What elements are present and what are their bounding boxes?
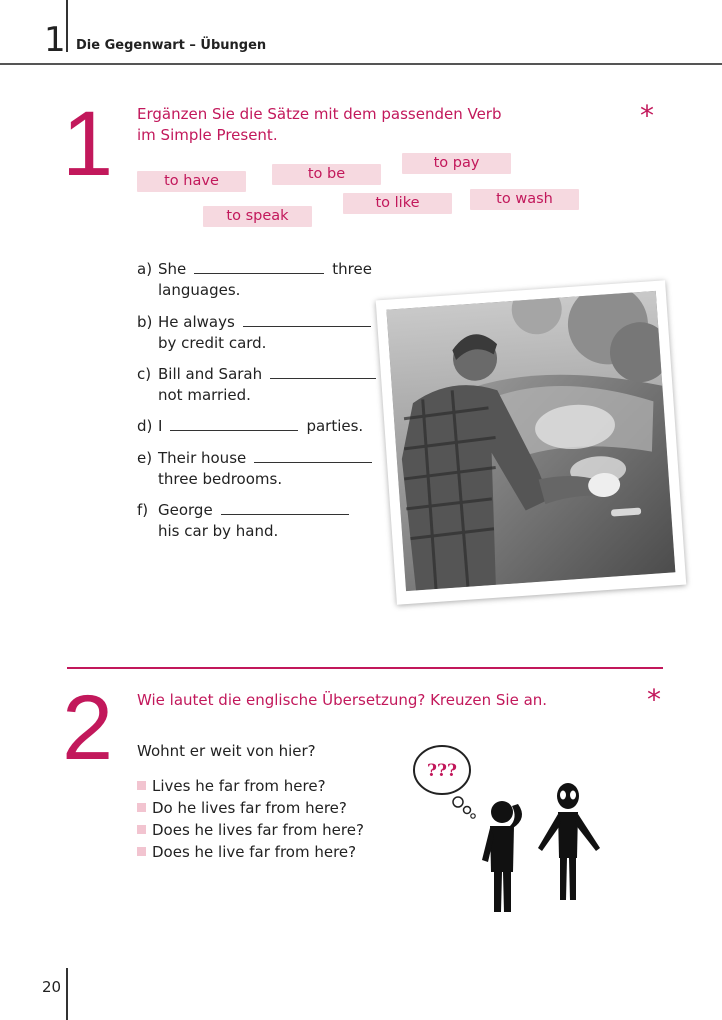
exercise-1-instruction-line2: im Simple Present. [137, 126, 278, 144]
exercise-2-question: Wohnt er weit von hier? [137, 742, 316, 760]
checkbox[interactable] [137, 847, 146, 856]
answer-blank[interactable] [221, 500, 349, 515]
chapter-title: Die Gegenwart – Übungen [76, 38, 267, 53]
answer-blank[interactable] [254, 448, 372, 463]
option-label: Does he live far from here? [152, 843, 357, 861]
answer-blank[interactable] [270, 364, 376, 379]
exercise-item-a [137, 259, 377, 303]
exercise-1-difficulty-star: * [640, 99, 654, 132]
answer-option[interactable] [137, 841, 387, 863]
answer-option[interactable] [137, 797, 387, 819]
footer-divider [66, 968, 68, 1020]
item-letter: f) [137, 501, 149, 519]
photo-illustration [386, 291, 675, 591]
item-text-pre: George [158, 501, 213, 519]
item-text-pre: I [158, 417, 163, 435]
answer-option[interactable] [137, 819, 387, 841]
exercise-item-c [137, 364, 377, 408]
answer-blank[interactable] [243, 312, 371, 327]
exercise-2-number: 2 [62, 677, 114, 779]
item-text-pre: She [158, 260, 187, 278]
stick-figures-icon [410, 740, 610, 920]
checkbox[interactable] [137, 781, 146, 790]
word-chip[interactable]: to have [137, 171, 246, 192]
item-letter: e) [137, 449, 153, 467]
exercise-2-instruction: Wie lautet die englische Übersetzung? Kreuzen Sie an. [137, 691, 548, 709]
chapter-divider [66, 0, 68, 52]
option-label: Lives he far from here? [152, 777, 326, 795]
item-text-pre: Bill and Sarah [158, 365, 263, 383]
word-chip[interactable]: to wash [470, 189, 579, 210]
item-letter: b) [137, 313, 153, 331]
item-text-pre: Their house [158, 449, 247, 467]
photo-frame [376, 280, 687, 604]
answer-blank[interactable] [194, 259, 324, 274]
exercise-1-instruction [137, 104, 502, 146]
section-divider [67, 667, 663, 669]
chapter-number: 1 [44, 20, 66, 60]
item-letter: d) [137, 417, 153, 435]
word-chip[interactable]: to like [343, 193, 452, 214]
item-text-line2: by credit card. [158, 334, 267, 352]
man-washing-car-photo [386, 291, 675, 591]
word-chip[interactable]: to be [272, 164, 381, 185]
option-label: Does he lives far from here? [152, 821, 364, 839]
exercise-item-b [137, 312, 377, 356]
page-number: 20 [42, 978, 62, 996]
item-text-post: three [332, 260, 372, 278]
header-rule [0, 63, 722, 65]
item-text-line2: his car by hand. [158, 522, 279, 540]
exercise-item-f [137, 500, 377, 544]
word-chip[interactable]: to pay [402, 153, 511, 174]
answer-options [137, 775, 387, 863]
item-text-line2: not married. [158, 386, 251, 404]
item-text-line2: three bedrooms. [158, 470, 283, 488]
answer-blank[interactable] [170, 416, 298, 431]
exercise-1-instruction-line1: Ergänzen Sie die Sätze mit dem passenden Verb [137, 105, 502, 123]
item-letter: c) [137, 365, 152, 383]
exercise-1-number: 1 [62, 93, 114, 195]
exercise-item-d [137, 416, 377, 440]
option-label: Do he lives far from here? [152, 799, 347, 817]
item-text-pre: He always [158, 313, 235, 331]
checkbox[interactable] [137, 825, 146, 834]
item-letter: a) [137, 260, 153, 278]
item-text-post: parties. [306, 417, 364, 435]
answer-option[interactable] [137, 775, 387, 797]
bubble-text: ??? [427, 761, 457, 781]
checkbox[interactable] [137, 803, 146, 812]
word-chip[interactable]: to speak [203, 206, 312, 227]
exercise-2-difficulty-star: * [647, 683, 661, 716]
confused-person-and-alien-illustration [410, 740, 610, 920]
item-text-line2: languages. [158, 281, 241, 299]
exercise-item-e [137, 448, 377, 492]
